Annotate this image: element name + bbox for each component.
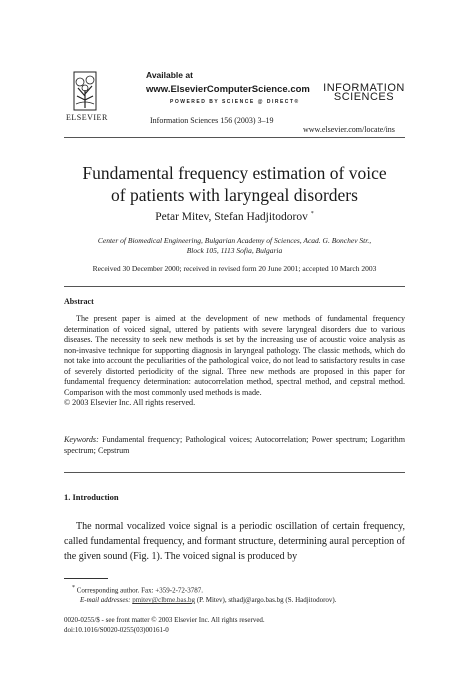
- section-heading-introduction: 1. Introduction: [64, 492, 119, 502]
- available-at-label: Available at: [146, 70, 193, 80]
- title-line-2: of patients with laryngeal disorders: [111, 185, 358, 205]
- footnote-corresponding: [72, 585, 203, 594]
- abstract-text: The present paper is aimed at the development of new methods of fundamental frequency determination of voiced signal, uttered by patients with severe laryngeal disorders due to various diseases. The necessity to seek new methods is set by the increasing use of acoustic voice analysis as non-invasive technique for supporting diagnosis in laryngeal pathology. The classic methods, which do not take into account the peculiarities of the pathological voice, do not lead to satisfactory results in case of severely distorted periodicity of the signal. Three new methods are proposed in this paper for fundamental frequency determination: autocorrelation method, spectral method, and cepstral method. Comparison with the most commonly used methods is made.: [64, 314, 405, 397]
- footnote-emails: [80, 596, 337, 604]
- website-link[interactable]: www.ElsevierComputerScience.com: [146, 84, 310, 95]
- affiliation-line-1: Center of Biomedical Engineering, Bulgarian Academy of Sciences, Acad. G. Bonchev Str.,: [97, 236, 372, 245]
- keywords: [64, 435, 405, 456]
- author-footnote-mark[interactable]: *: [310, 211, 314, 218]
- keywords-list: Fundamental frequency; Pathological voices; Autocorrelation; Power spectrum; Logarithm spectrum; Cepstrum: [64, 435, 405, 455]
- title-line-1: Fundamental frequency estimation of voice: [82, 163, 387, 183]
- powered-by-line: POWERED BY SCIENCE @ DIRECT®: [170, 99, 300, 105]
- front-matter-line: 0020-0255/$ - see front matter © 2003 Elsevier Inc. All rights reserved.: [64, 616, 265, 624]
- affiliation: [72, 236, 397, 256]
- header-divider: [64, 137, 405, 138]
- email-label: E-mail addresses:: [80, 596, 131, 604]
- keywords-label: Keywords:: [64, 435, 99, 444]
- affiliation-line-2: Block 105, 1113 Sofia, Bulgaria: [186, 246, 283, 255]
- doi-line[interactable]: doi:10.1016/S0020-0255(03)00161-0: [64, 626, 169, 634]
- author-names: Petar Mitev, Stefan Hadjitodorov: [155, 211, 308, 223]
- journal-url[interactable]: www.elsevier.com/locate/ins: [303, 125, 395, 134]
- abstract-top-divider: [64, 286, 405, 287]
- abstract-bottom-divider: [64, 472, 405, 473]
- introduction-paragraph: The normal vocalized voice signal is a periodic oscillation of certain frequency, called fundamental frequency, and formant structure, determining aural perception of the given sound (Fig. 1). The voiced signal is produced by: [64, 521, 405, 562]
- abstract-body: [64, 314, 405, 409]
- elsevier-wordmark: ELSEVIER: [66, 113, 108, 122]
- email-link-hadjitodorov[interactable]: sthadj@argo.bas.bg: [228, 596, 284, 604]
- received-dates: Received 30 December 2000; received in revised form 20 June 2001; accepted 10 March 2003: [92, 264, 377, 273]
- article-title: [64, 162, 405, 206]
- email-owner-mitev: (P. Mitev),: [196, 596, 227, 604]
- journal-logo-line-1: INFORMATION: [323, 82, 405, 94]
- front-matter: [64, 615, 265, 635]
- corresponding-author: Corresponding author. Fax: +359-2-72-3787.: [76, 586, 203, 595]
- footnote-mark: *: [72, 585, 75, 591]
- journal-logo: [323, 84, 405, 102]
- abstract-copyright: © 2003 Elsevier Inc. All rights reserved.: [64, 398, 196, 407]
- abstract-heading: Abstract: [64, 297, 94, 306]
- email-link-mitev[interactable]: pmitev@clbme.bas.bg: [132, 596, 196, 604]
- journal-logo-line-2: SCIENCES: [333, 91, 395, 103]
- footnote-divider: [64, 578, 108, 579]
- article-authors: [64, 211, 405, 223]
- email-owner-hadjitodorov: (S. Hadjitodorov).: [285, 596, 337, 604]
- journal-reference: Information Sciences 156 (2003) 3–19: [150, 116, 274, 125]
